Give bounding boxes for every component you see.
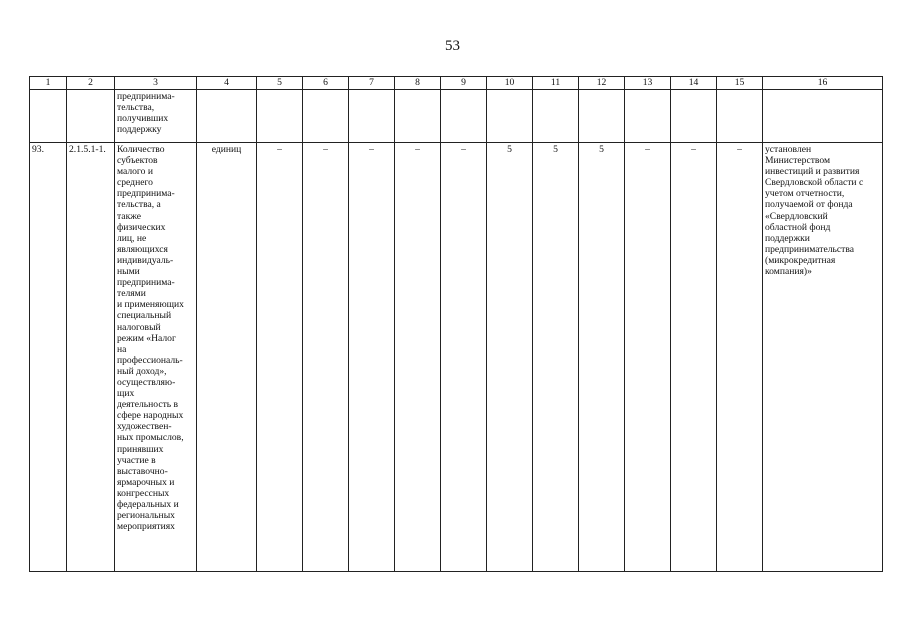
table-cell [717,90,763,143]
table-cell [197,90,257,143]
value-cell: – [671,143,717,572]
value-cell: – [303,143,349,572]
table-row-93 [30,143,883,572]
table-cell [67,90,115,143]
table-cell [763,90,883,143]
data-source-cell: установлен Министерством инвестиций и развития Свердловской области с учетом отчетности, получаемой от фонда «Свердловский областной фонд поддержки предпринимательства (микрокредитная компания)» [763,143,883,572]
column-number: 11 [533,77,579,90]
indicator-name-cell: Количество субъектов малого и среднего предпринима- тельства, а также физических лиц, не являющихся индивидуаль- ными предпринима- телями и применяющих специальный налоговый режим «Налог на профессиональ- ный доход», осуществляю- щих деятельность в сфере народных художествен- ных промыслов, принявших участие в выставочно- ярмарочных и конгрессных федеральных и региональных мероприятиях [115,143,197,572]
table-cell [625,90,671,143]
column-number: 2 [67,77,115,90]
column-number: 14 [671,77,717,90]
value-cell: – [625,143,671,572]
column-number: 15 [717,77,763,90]
column-number: 9 [441,77,487,90]
table-cell [671,90,717,143]
column-number: 5 [257,77,303,90]
indicator-name-cell: предпринима- тельства, получивших поддержку [115,90,197,143]
table-cell [487,90,533,143]
column-number: 3 [115,77,197,90]
column-number: 10 [487,77,533,90]
column-number-row [30,77,883,90]
table-cell [441,90,487,143]
value-cell: – [441,143,487,572]
row-number-cell: 93. [30,143,67,572]
table-row-continuation [30,90,883,143]
value-cell: – [257,143,303,572]
column-number: 12 [579,77,625,90]
value-cell: – [717,143,763,572]
table-cell [533,90,579,143]
column-number: 6 [303,77,349,90]
column-number: 16 [763,77,883,90]
table-cell [579,90,625,143]
value-cell: – [395,143,441,572]
column-number: 8 [395,77,441,90]
table-cell [30,90,67,143]
indicators-table [29,76,883,572]
unit-cell: единиц [197,143,257,572]
table-cell [349,90,395,143]
row-code-cell: 2.1.5.1-1. [67,143,115,572]
value-cell: 5 [533,143,579,572]
table-cell [395,90,441,143]
page-number: 53 [445,38,460,54]
table-cell [303,90,349,143]
column-number: 4 [197,77,257,90]
value-cell: 5 [487,143,533,572]
column-number: 13 [625,77,671,90]
table-cell [257,90,303,143]
column-number: 7 [349,77,395,90]
value-cell: – [349,143,395,572]
value-cell: 5 [579,143,625,572]
column-number: 1 [30,77,67,90]
